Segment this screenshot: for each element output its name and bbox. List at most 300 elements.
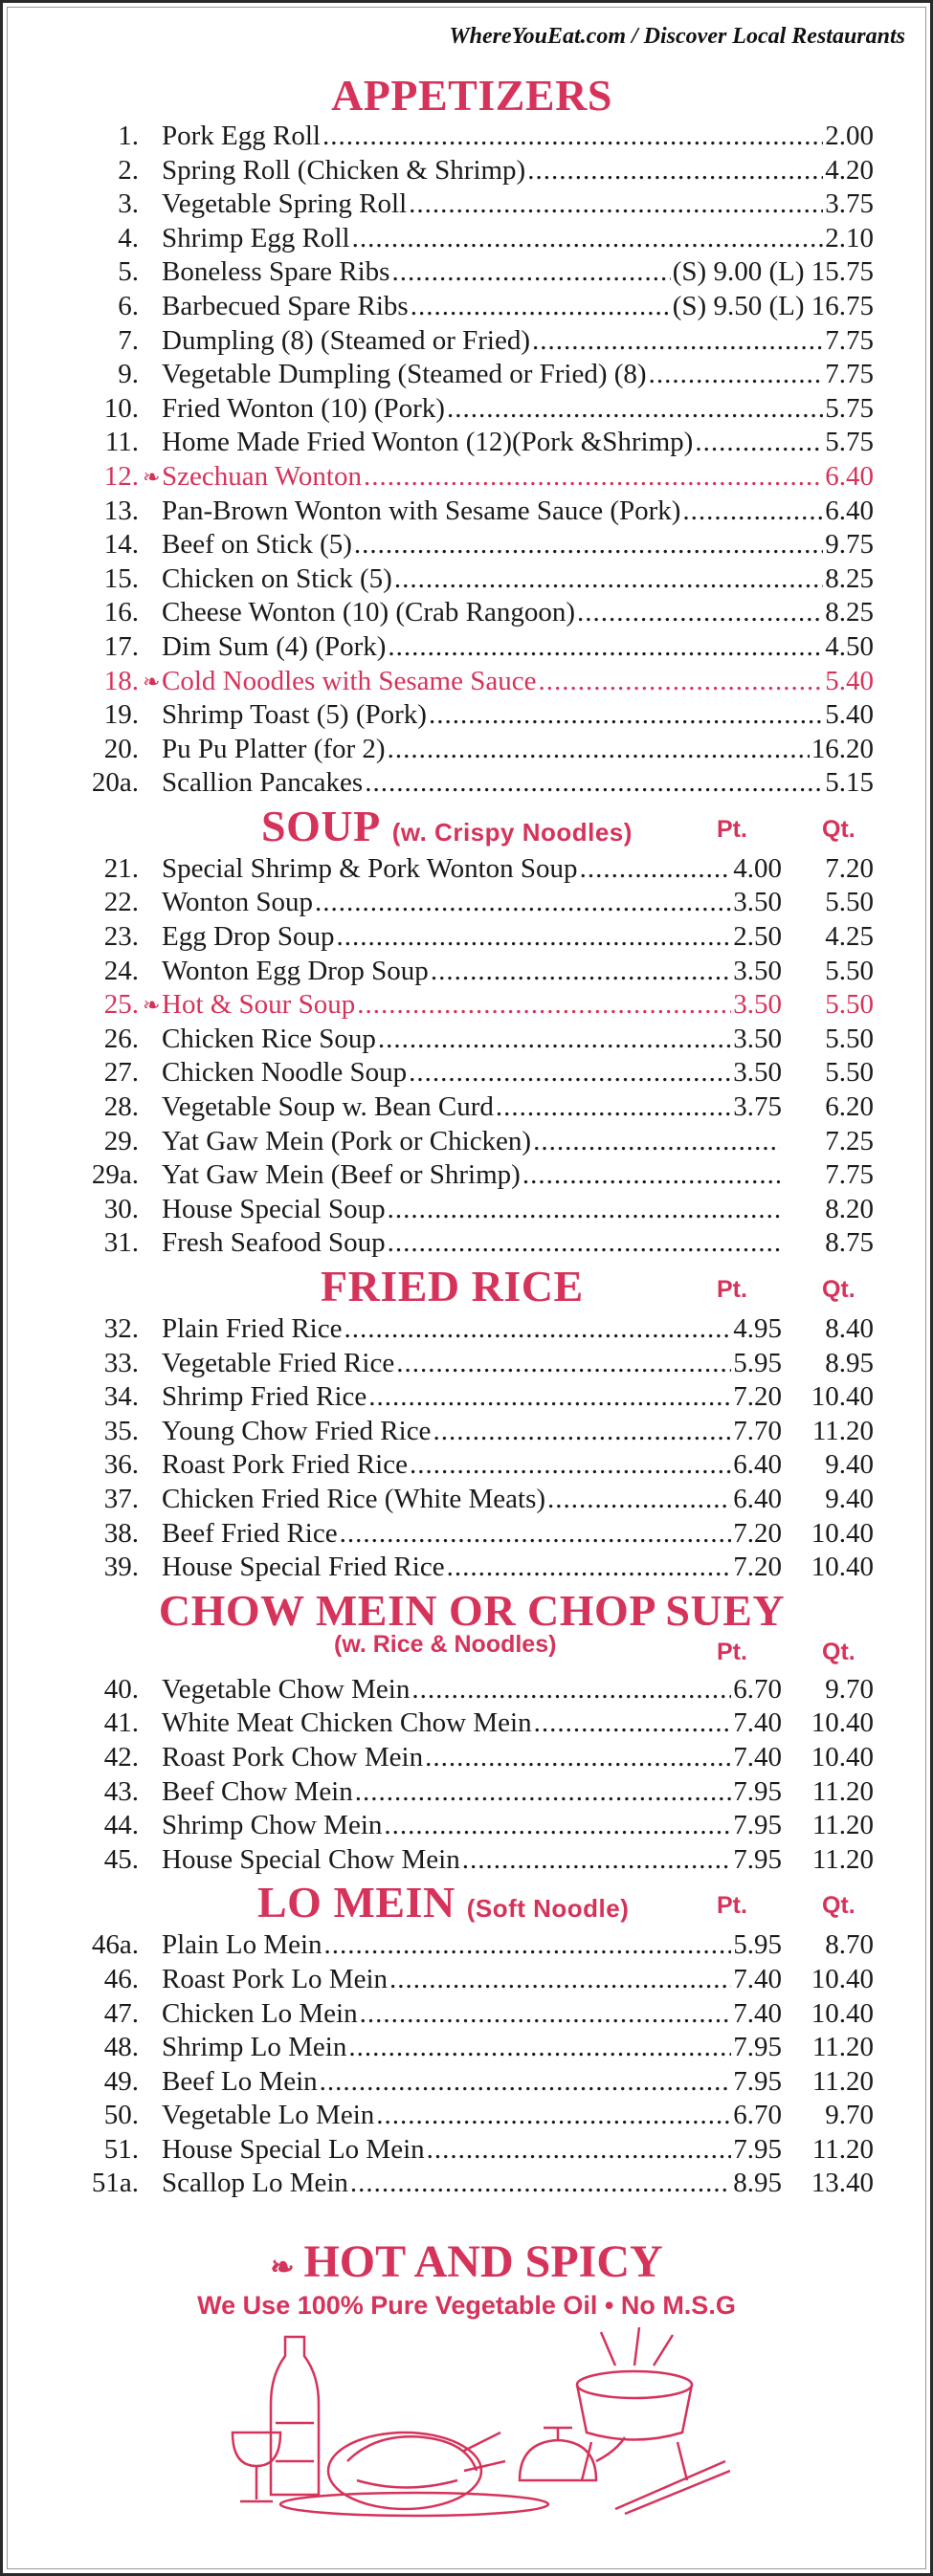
item-body bbox=[162, 886, 874, 920]
item-price: (S) 9.00 (L) 15.75 bbox=[672, 256, 874, 288]
dot-leader bbox=[496, 1090, 731, 1125]
item-price-quart: 10.40 bbox=[811, 1963, 874, 1994]
item-name: Pu Pu Platter (for 2) bbox=[162, 733, 386, 764]
dot-leader bbox=[429, 698, 823, 733]
item-name: Fried Wonton (10) (Pork) bbox=[162, 392, 445, 424]
item-name: Boneless Spare Ribs bbox=[162, 256, 390, 288]
item-number: 44. bbox=[103, 1810, 139, 1841]
item-body bbox=[162, 1125, 874, 1159]
dot-leader bbox=[427, 2133, 732, 2168]
item-price: 5.75 bbox=[825, 392, 874, 424]
item-number: 42. bbox=[103, 1741, 139, 1772]
item-body bbox=[162, 290, 874, 324]
item-price-quart: 8.40 bbox=[825, 1313, 874, 1344]
item-price: 6.40 bbox=[733, 1483, 782, 1514]
item-price: 6.70 bbox=[733, 1673, 782, 1705]
item-name: Shrimp Chow Mein bbox=[162, 1810, 383, 1841]
item-name: Hot & Sour Soup bbox=[162, 989, 356, 1021]
item-price: 4.50 bbox=[825, 630, 874, 662]
item-body bbox=[162, 222, 874, 256]
item-price-quart: 7.75 bbox=[825, 1159, 874, 1191]
item-price: (S) 9.50 (L) 16.75 bbox=[672, 290, 874, 321]
col-pt-label: Pt. bbox=[717, 1638, 747, 1665]
menu-item-shrimp-toast-5-pork bbox=[70, 698, 874, 733]
item-price-quart: 10.40 bbox=[811, 1997, 874, 2029]
item-price-quart: 9.40 bbox=[825, 1483, 874, 1514]
chow-mein-list bbox=[70, 1673, 874, 1878]
col-qt-label: Qt. bbox=[822, 1892, 855, 1920]
item-body bbox=[162, 955, 874, 989]
pepper-icon: ❧ bbox=[143, 993, 161, 1018]
dot-leader bbox=[431, 955, 731, 989]
dot-leader bbox=[324, 1928, 732, 1963]
dot-leader bbox=[411, 1673, 731, 1707]
menu-item-vegetable-chow-mein bbox=[70, 1673, 874, 1707]
item-number: 27. bbox=[103, 1057, 139, 1089]
item-number: 5. bbox=[118, 256, 139, 288]
item-number: 23. bbox=[103, 921, 139, 953]
menu-item-pan-brown-wonton-with-sesame-sauce-pork bbox=[70, 495, 874, 529]
item-name: Scallop Lo Mein bbox=[162, 2168, 348, 2199]
col-pt-label: Pt. bbox=[717, 815, 747, 843]
item-name: Chicken Rice Soup bbox=[162, 1023, 376, 1054]
item-price: 16.20 bbox=[811, 733, 874, 764]
dot-leader bbox=[388, 630, 823, 665]
dot-leader bbox=[336, 920, 731, 955]
category-note: (w. Crispy Noodles) bbox=[391, 817, 633, 847]
lo-mein-list bbox=[70, 1928, 874, 2201]
item-body bbox=[162, 426, 874, 460]
item-number: 2. bbox=[118, 154, 139, 186]
dot-leader bbox=[695, 426, 823, 460]
menu-item-beef-on-stick-5 bbox=[70, 528, 874, 562]
item-price-quart: 8.20 bbox=[825, 1193, 874, 1224]
item-body bbox=[162, 2065, 874, 2100]
dot-leader bbox=[396, 1347, 731, 1381]
item-number: 49. bbox=[103, 2065, 139, 2097]
dot-leader bbox=[388, 1226, 780, 1261]
item-price: 7.95 bbox=[733, 2133, 782, 2165]
menu-item-chicken-noodle-soup bbox=[70, 1056, 874, 1090]
dot-leader bbox=[352, 222, 824, 256]
item-name: Egg Drop Soup bbox=[162, 921, 335, 953]
menu-item-wonton-egg-drop-soup bbox=[70, 955, 874, 989]
item-price-quart: 8.75 bbox=[825, 1227, 874, 1259]
item-price: 7.75 bbox=[825, 359, 874, 390]
item-number: 21. bbox=[103, 852, 139, 884]
item-name: White Meat Chicken Chow Mein bbox=[162, 1707, 532, 1739]
item-body bbox=[162, 1928, 874, 1963]
item-price-quart: 10.40 bbox=[811, 1381, 874, 1413]
item-body bbox=[162, 392, 874, 427]
menu-item-yat-gaw-mein-pork-or-chicken bbox=[70, 1125, 874, 1159]
item-name: Chicken Lo Mein bbox=[162, 1997, 358, 2029]
item-number: 39. bbox=[103, 1552, 139, 1583]
menu-item-pu-pu-platter-for-2 bbox=[70, 733, 874, 767]
dot-leader bbox=[411, 290, 671, 324]
item-price: 7.20 bbox=[733, 1381, 782, 1413]
dot-leader bbox=[532, 324, 823, 359]
dot-leader bbox=[522, 1158, 780, 1193]
category-note: (Soft Noodle) bbox=[466, 1894, 630, 1924]
menu-item-pork-egg-roll bbox=[70, 120, 874, 154]
item-price: 7.95 bbox=[733, 2032, 782, 2063]
item-body bbox=[162, 1775, 874, 1810]
menu-item-dumpling-8-steamed-or-fried bbox=[70, 324, 874, 359]
item-number: 6. bbox=[118, 290, 139, 321]
item-body bbox=[162, 2031, 874, 2065]
item-price: 3.50 bbox=[733, 1023, 782, 1054]
item-number: 9. bbox=[118, 359, 139, 390]
item-price: 4.00 bbox=[733, 852, 782, 884]
item-number: 37. bbox=[103, 1483, 139, 1514]
category-lo-mein bbox=[70, 1877, 874, 1928]
bottle-shape bbox=[271, 2337, 319, 2495]
menu-item-vegetable-lo-mein bbox=[70, 2099, 874, 2133]
item-price: 5.95 bbox=[733, 1929, 782, 1961]
item-number: 32. bbox=[103, 1313, 139, 1344]
menu-item-egg-drop-soup bbox=[70, 920, 874, 955]
item-price: 5.40 bbox=[825, 665, 874, 696]
pepper-icon: ❧ bbox=[143, 464, 161, 489]
pepper-icon: ❧ bbox=[143, 669, 161, 694]
item-number: 22. bbox=[103, 887, 139, 918]
item-body bbox=[162, 120, 874, 154]
item-name: Young Chow Fried Rice bbox=[162, 1415, 432, 1446]
item-body bbox=[162, 495, 874, 529]
item-name: Shrimp Egg Roll bbox=[162, 222, 350, 253]
category-fried-rice bbox=[70, 1261, 874, 1312]
dot-leader bbox=[533, 1125, 780, 1159]
item-price: 7.20 bbox=[733, 1552, 782, 1583]
menu-item-barbecued-spare-ribs bbox=[70, 290, 874, 324]
item-number: 40. bbox=[103, 1673, 139, 1705]
item-price: 7.95 bbox=[733, 2065, 782, 2097]
dot-leader bbox=[322, 120, 823, 154]
item-number: 3. bbox=[118, 188, 139, 220]
dot-leader bbox=[447, 1551, 732, 1585]
item-name: House Special Soup bbox=[162, 1193, 386, 1224]
item-number: 15. bbox=[103, 562, 139, 594]
item-price: 7.70 bbox=[733, 1415, 782, 1446]
item-price: 5.40 bbox=[825, 699, 874, 731]
menu-item-cold-noodles-with-sesame-sauce bbox=[70, 665, 874, 699]
item-price: 6.70 bbox=[733, 2100, 782, 2131]
item-body bbox=[162, 852, 874, 887]
dot-leader bbox=[409, 1056, 731, 1090]
item-price-quart: 4.25 bbox=[825, 921, 874, 953]
item-price: 7.40 bbox=[733, 1707, 782, 1739]
item-number: 31. bbox=[103, 1227, 139, 1259]
site-credit[interactable]: WhereYouEat.com / Discover Local Restaurants bbox=[449, 24, 905, 49]
dot-leader bbox=[389, 1963, 731, 1997]
item-price: 9.75 bbox=[825, 529, 874, 561]
item-body bbox=[162, 324, 874, 359]
dot-leader bbox=[433, 1415, 731, 1449]
menu-item-roast-pork-chow-mein bbox=[70, 1741, 874, 1775]
item-body bbox=[162, 528, 874, 562]
menu-item-shrimp-fried-rice bbox=[70, 1380, 874, 1415]
dot-leader bbox=[425, 1741, 731, 1775]
category-appetizers bbox=[70, 70, 874, 120]
item-body bbox=[162, 1997, 874, 2032]
dot-leader bbox=[409, 187, 823, 222]
item-number: 34. bbox=[103, 1381, 139, 1413]
menu-item-chicken-lo-mein bbox=[70, 1997, 874, 2032]
item-number: 10. bbox=[103, 392, 139, 424]
dot-leader bbox=[360, 1997, 732, 2032]
item-body bbox=[162, 1056, 874, 1090]
item-name: Vegetable Spring Roll bbox=[162, 188, 408, 220]
item-name: Vegetable Dumpling (Steamed or Fried) (8) bbox=[162, 359, 647, 390]
item-body bbox=[162, 1706, 874, 1741]
item-body bbox=[162, 1193, 874, 1227]
menu-item-roast-pork-fried-rice bbox=[70, 1448, 874, 1483]
item-price-quart: 5.50 bbox=[825, 887, 874, 918]
food-illustration bbox=[213, 2327, 730, 2519]
dot-leader bbox=[547, 1483, 731, 1517]
item-body bbox=[162, 255, 874, 290]
col-qt-label: Qt. bbox=[822, 815, 855, 843]
item-number: 20a. bbox=[91, 767, 139, 799]
menu-item-home-made-fried-wonton-12-pork-shrimp bbox=[70, 426, 874, 460]
item-name: Szechuan Wonton bbox=[162, 460, 362, 492]
item-name: Plain Fried Rice bbox=[162, 1313, 343, 1344]
dot-leader bbox=[388, 733, 810, 767]
item-number: 18. bbox=[103, 665, 139, 696]
item-name: Roast Pork Chow Mein bbox=[162, 1741, 424, 1772]
category-title: LO MEIN bbox=[257, 1878, 455, 1927]
dot-leader bbox=[320, 2065, 732, 2100]
menu-item-szechuan-wonton bbox=[70, 460, 874, 495]
item-price-quart: 9.70 bbox=[825, 1673, 874, 1705]
item-number: 43. bbox=[103, 1775, 139, 1807]
item-number: 46a. bbox=[91, 1929, 139, 1961]
dot-leader bbox=[384, 1809, 731, 1843]
item-body bbox=[162, 920, 874, 955]
category-title: CHOW MEIN OR CHOP SUEY bbox=[158, 1585, 786, 1635]
item-price: 7.75 bbox=[825, 324, 874, 356]
item-body bbox=[162, 358, 874, 392]
item-number: 29a. bbox=[91, 1159, 139, 1191]
item-name: House Special Lo Mein bbox=[162, 2133, 425, 2165]
category-title: FRIED RICE bbox=[321, 1262, 584, 1310]
menu-item-plain-lo-mein bbox=[70, 1928, 874, 1963]
item-body bbox=[162, 596, 874, 630]
menu-item-beef-fried-rice bbox=[70, 1517, 874, 1552]
item-price-quart: 8.70 bbox=[825, 1929, 874, 1961]
item-name: Fresh Seafood Soup bbox=[162, 1227, 386, 1259]
item-name: Roast Pork Lo Mein bbox=[162, 1963, 389, 1994]
item-body bbox=[162, 2099, 874, 2133]
item-name: Spring Roll (Chicken & Shrimp) bbox=[162, 154, 526, 186]
item-name: Vegetable Fried Rice bbox=[162, 1347, 395, 1378]
item-price: 7.95 bbox=[733, 1810, 782, 1841]
item-body bbox=[162, 698, 874, 733]
item-name: Pan-Brown Wonton with Sesame Sauce (Pork) bbox=[162, 495, 681, 526]
dot-leader bbox=[538, 665, 823, 699]
item-price-quart: 11.20 bbox=[811, 2032, 874, 2063]
item-price-quart: 6.20 bbox=[825, 1091, 874, 1123]
item-body bbox=[162, 1843, 874, 1878]
item-body bbox=[162, 562, 874, 597]
menu-list bbox=[70, 70, 874, 2201]
item-price-quart: 9.70 bbox=[825, 2100, 874, 2131]
item-name: Plain Lo Mein bbox=[162, 1929, 322, 1961]
item-number: 35. bbox=[103, 1415, 139, 1446]
item-number: 46. bbox=[103, 1963, 139, 1994]
item-body bbox=[162, 988, 874, 1023]
item-price: 7.95 bbox=[733, 1843, 782, 1875]
item-name: Chicken Noodle Soup bbox=[162, 1057, 408, 1089]
item-name: Special Shrimp & Pork Wonton Soup bbox=[162, 852, 578, 884]
item-name: House Special Fried Rice bbox=[162, 1552, 445, 1583]
item-name: Shrimp Lo Mein bbox=[162, 2032, 347, 2063]
item-price-quart: 11.20 bbox=[811, 2133, 874, 2165]
menu-item-spring-roll-chicken-shrimp bbox=[70, 154, 874, 188]
item-number: 17. bbox=[103, 630, 139, 662]
item-body bbox=[162, 630, 874, 665]
category-chow-mein bbox=[70, 1585, 874, 1673]
menu-item-wonton-soup bbox=[70, 886, 874, 920]
dot-leader bbox=[368, 1380, 731, 1415]
item-name: Dumpling (8) (Steamed or Fried) bbox=[162, 324, 530, 356]
dot-leader bbox=[340, 1517, 732, 1552]
item-number: 20. bbox=[103, 733, 139, 764]
item-price: 3.50 bbox=[733, 1057, 782, 1089]
item-body bbox=[162, 154, 874, 188]
item-name: Pork Egg Roll bbox=[162, 121, 321, 151]
item-price: 5.75 bbox=[825, 427, 874, 458]
item-body bbox=[162, 1448, 874, 1483]
item-body bbox=[162, 733, 874, 767]
item-price-quart: 5.50 bbox=[825, 989, 874, 1021]
item-number: 25. bbox=[103, 989, 139, 1021]
item-body bbox=[162, 1158, 874, 1193]
item-price-quart: 10.40 bbox=[811, 1552, 874, 1583]
item-number: 51. bbox=[103, 2133, 139, 2165]
item-price-quart: 5.50 bbox=[825, 1023, 874, 1054]
item-price: 7.40 bbox=[733, 1741, 782, 1772]
item-name: Roast Pork Fried Rice bbox=[162, 1449, 408, 1481]
item-price-quart: 7.25 bbox=[825, 1125, 874, 1156]
item-price-quart: 8.95 bbox=[825, 1347, 874, 1378]
dot-leader bbox=[355, 1775, 732, 1810]
dot-leader bbox=[577, 596, 823, 630]
menu-item-scallion-pancakes bbox=[70, 766, 874, 801]
dot-leader bbox=[388, 1193, 780, 1227]
item-price: 7.20 bbox=[733, 1517, 782, 1549]
item-price-quart: 11.20 bbox=[811, 1810, 874, 1841]
menu-item-shrimp-egg-roll bbox=[70, 222, 874, 256]
item-price: 3.50 bbox=[733, 955, 782, 986]
menu-item-vegetable-dumpling-steamed-or-fried-8 bbox=[70, 358, 874, 392]
item-price: 2.10 bbox=[825, 222, 874, 253]
menu-item-house-special-soup bbox=[70, 1193, 874, 1227]
item-price: 3.50 bbox=[733, 887, 782, 918]
dot-leader bbox=[527, 154, 823, 188]
col-pt-label: Pt. bbox=[717, 1892, 747, 1920]
item-number: 13. bbox=[103, 495, 139, 526]
item-body bbox=[162, 1347, 874, 1381]
menu-item-beef-chow-mein bbox=[70, 1775, 874, 1810]
menu-item-chicken-fried-rice-white-meats bbox=[70, 1483, 874, 1517]
item-number: 14. bbox=[103, 529, 139, 561]
item-price-quart: 11.20 bbox=[811, 2065, 874, 2097]
item-name: Chicken on Stick (5) bbox=[162, 562, 392, 594]
item-number: 12. bbox=[103, 460, 139, 492]
footer-subtitle: We Use 100% Pure Vegetable Oil • No M.S.G bbox=[197, 2291, 736, 2320]
menu-item-dim-sum-4-pork bbox=[70, 630, 874, 665]
menu-item-shrimp-lo-mein bbox=[70, 2031, 874, 2065]
item-number: 47. bbox=[103, 1997, 139, 2029]
item-number: 38. bbox=[103, 1517, 139, 1549]
dot-leader bbox=[410, 1448, 731, 1483]
menu-item-chicken-rice-soup bbox=[70, 1023, 874, 1057]
menu-item-shrimp-chow-mein bbox=[70, 1809, 874, 1843]
col-pt-label: Pt. bbox=[717, 1276, 747, 1303]
dot-leader bbox=[315, 886, 731, 920]
appetizers-list bbox=[70, 120, 874, 801]
item-body bbox=[162, 1963, 874, 1997]
dot-leader bbox=[394, 562, 823, 597]
item-name: Beef Fried Rice bbox=[162, 1517, 338, 1549]
item-name: House Special Chow Mein bbox=[162, 1843, 460, 1875]
category-title: SOUP bbox=[261, 801, 381, 850]
item-name: Vegetable Soup w. Bean Curd bbox=[162, 1091, 494, 1123]
item-price: 5.15 bbox=[825, 767, 874, 799]
menu-item-hot-sour-soup bbox=[70, 988, 874, 1023]
item-name: Scallion Pancakes bbox=[162, 767, 364, 799]
item-number: 1. bbox=[118, 121, 139, 151]
item-body bbox=[162, 1415, 874, 1449]
menu-item-fried-wonton-10-pork bbox=[70, 392, 874, 427]
menu-item-roast-pork-lo-mein bbox=[70, 1963, 874, 1997]
dot-leader bbox=[682, 495, 823, 529]
item-number: 30. bbox=[103, 1193, 139, 1224]
dot-leader bbox=[447, 392, 823, 427]
item-price-quart: 9.40 bbox=[825, 1449, 874, 1481]
menu-item-house-special-fried-rice bbox=[70, 1551, 874, 1585]
dot-leader bbox=[391, 255, 670, 290]
item-price: 3.75 bbox=[825, 188, 874, 220]
item-name: Vegetable Chow Mein bbox=[162, 1673, 411, 1705]
dot-leader bbox=[365, 766, 823, 801]
item-name: Barbecued Spare Ribs bbox=[162, 290, 409, 321]
dot-leader bbox=[350, 2167, 731, 2201]
item-number: 16. bbox=[103, 597, 139, 628]
item-name: Wonton Soup bbox=[162, 887, 313, 918]
item-body bbox=[162, 766, 874, 801]
item-price-quart: 11.20 bbox=[811, 1415, 874, 1446]
item-number: 48. bbox=[103, 2032, 139, 2063]
item-price-quart: 11.20 bbox=[811, 1775, 874, 1807]
item-body bbox=[162, 2167, 874, 2201]
item-name: Yat Gaw Mein (Pork or Chicken) bbox=[162, 1125, 532, 1156]
item-body bbox=[162, 1741, 874, 1775]
col-qt-label: Qt. bbox=[822, 1638, 855, 1665]
item-body bbox=[162, 1023, 874, 1057]
item-body bbox=[162, 1483, 874, 1517]
item-body bbox=[162, 665, 874, 699]
menu-item-yat-gaw-mein-beef-or-shrimp bbox=[70, 1158, 874, 1193]
menu-item-house-special-lo-mein bbox=[70, 2133, 874, 2168]
item-number: 51a. bbox=[91, 2168, 139, 2199]
item-price: 7.40 bbox=[733, 1963, 782, 1994]
item-name: Wonton Egg Drop Soup bbox=[162, 955, 429, 986]
dot-leader bbox=[580, 852, 732, 887]
item-name: Home Made Fried Wonton (12)(Pork &Shrimp) bbox=[162, 427, 694, 458]
